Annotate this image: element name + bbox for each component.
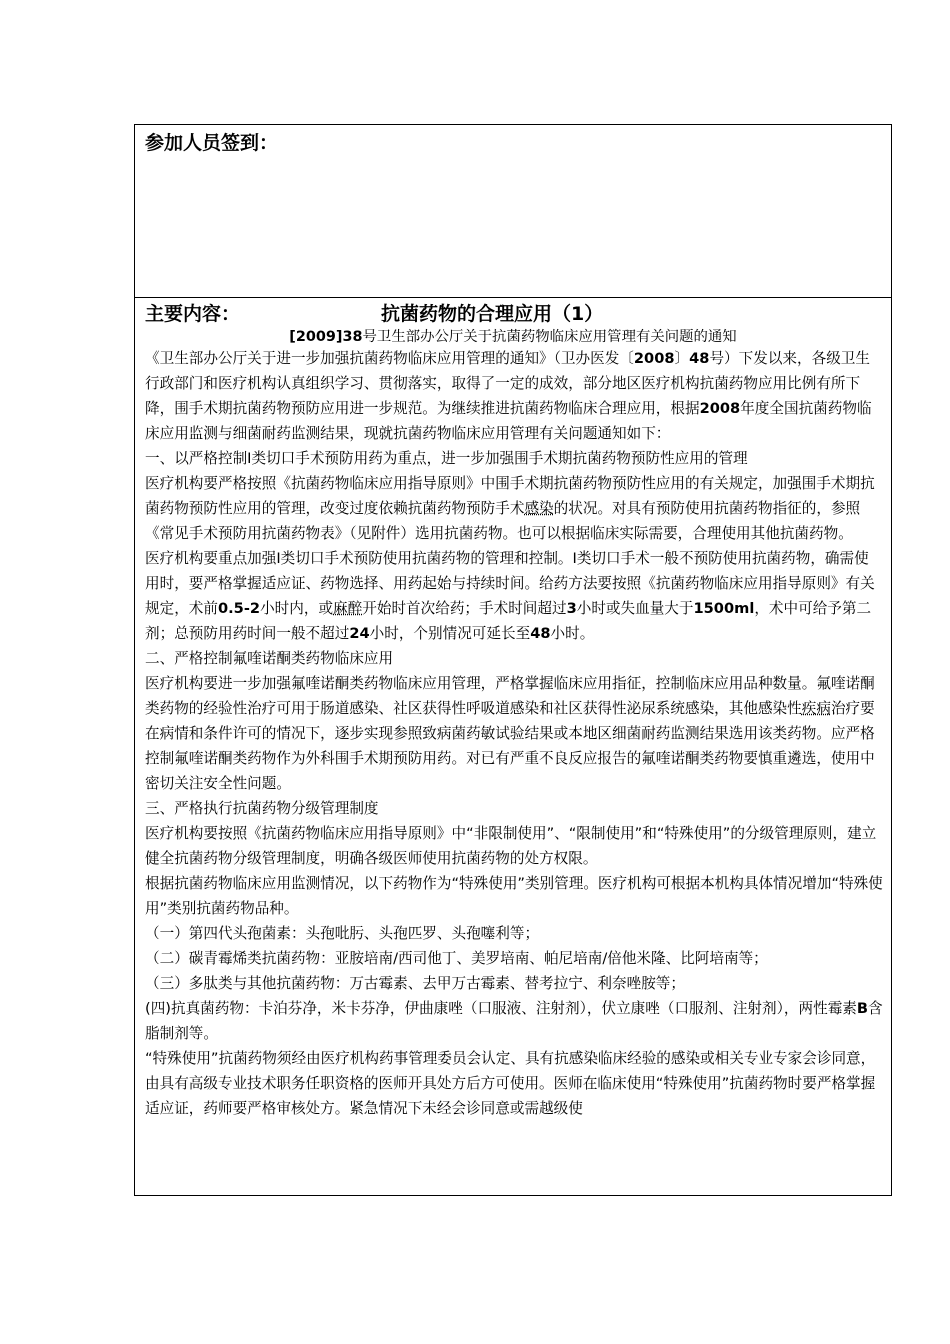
text-run: 〕 (674, 350, 690, 367)
notice-subtitle (135, 325, 891, 346)
paragraph-6: 根据抗菌药物临床应用监测情况，以下药物作为“特殊使用”类别管理。医疗机构可根据本机构具体情况增加“特殊使用”类别抗菌药物品种。 (145, 875, 883, 917)
text-run: 2008 (699, 400, 741, 417)
text-run: 号）下发以来，各级卫生行政部门和医疗机构认真组织学习、贯彻落实，取得了一定的成效，部分地区医疗机构抗菌药物应用比例有所下降，围手术期抗菌药物预防应用进一步规范。为继续推进抗菌药物临床合理应用，根据 (145, 350, 870, 417)
paragraph-4 (145, 671, 883, 796)
text-run: 《卫生部办公厅关于进一步加强抗菌药物临床应用管理的通知》（卫办医发〔 (145, 350, 634, 367)
text-run: 治疗要在病情和条件许可的情况下，逐步实现参照致病菌药敏试验结果或本地区细菌耐药监测结果选用该类药物。应严格控制氟喹诺酮类药物作为外科围手术期预防用药。对已有严重不良反应报告的氟喹诺酮类药物要慎重遴选，使用中密切关注安全性问题。 (145, 700, 875, 792)
paragraph-intro (145, 346, 883, 446)
text-run: B (856, 1000, 869, 1017)
paragraph-3 (145, 546, 883, 646)
text-run: (四)抗真菌药物：卡泊芬净，米卡芬净，伊曲康唑（口服液、注射剂），伏立康唑（口服剂、注射剂），两性霉素 (145, 1000, 857, 1017)
sign-in-label: 参加人员签到： (145, 132, 279, 154)
section-heading-2: 二、严格控制氟喹诺酮类药物临床应用 (145, 650, 394, 667)
main-heading (145, 299, 603, 326)
text-run: 疾病 (801, 700, 831, 717)
text-run: 年度全国抗菌药物临床应用监测与细菌耐药监测结果，现就抗菌药物临床应用管理有关问题通知如下： (145, 400, 872, 442)
paragraph-7: “特殊使用”抗菌药物须经由医疗机构药事管理委员会认定、具有抗感染临床经验的感染或相关专业专家会诊同意，由具有高级专业技术职务任职资格的医师开具处方后方可使用。医师在临床使用“特殊使用”抗菌药物时要严格掌握适应证，药师要严格审核处方。紧急情况下未经会诊同意或需越级使 (145, 1050, 876, 1117)
text-run: 医疗机构要进一步加强氟喹诺酮类药物临床应用管理，严格掌握临床应用指征，控制临床应用品种数量。氟喹诺酮类药物的经验性治疗可用于肠道感染、社区获得性呼吸道感染和社区获得性泌尿系统感染，其他感染性 (145, 675, 875, 717)
topic-title: 抗菌药物的合理应用（1） (381, 303, 604, 325)
text-run: 1500ml (693, 600, 755, 617)
paragraph-2 (145, 471, 883, 546)
text-run: 含脂制剂等。 (145, 1000, 883, 1042)
text-run: 2008 (633, 350, 675, 367)
text-run: 小时，个别情况可延长至 (369, 625, 531, 642)
list-item-4 (145, 996, 883, 1046)
text-run: 小时内，或 (260, 600, 334, 617)
text-run: 小时或失血量大于 (576, 600, 694, 617)
text-run: 开始时首次给药；手术时间超过 (362, 600, 567, 617)
text-run: 麻醉 (333, 600, 363, 617)
text-run: ，术中可给予第二剂；总预防用药时间一般不超过 (145, 600, 872, 642)
list-item: （二）碳青霉烯类抗菌药物：亚胺培南/西司他丁、美罗培南、帕尼培南/倍他米隆、比阿培南等； (145, 950, 768, 967)
list-item: （三）多肽类与其他抗菌药物：万古霉素、去甲万古霉素、替考拉宁、利奈唑胺等； (145, 975, 685, 992)
text-run: 3 (566, 600, 577, 617)
text-run: 24 (349, 625, 370, 642)
sign-in-cell (135, 125, 891, 298)
text-run: 48 (530, 625, 551, 642)
document-table (134, 124, 892, 1196)
text-run: 感染 (524, 500, 554, 517)
section-heading-1: 一、以严格控制Ⅰ类切口手术预防用药为重点，进一步加强围手术期抗菌药物预防性应用的管理 (145, 450, 748, 467)
list-item: （一）第四代头孢菌素：头孢吡肟、头孢匹罗、头孢噻利等； (145, 925, 540, 942)
notice-number: [2009]38 (289, 329, 363, 345)
text-run: 小时。 (550, 625, 595, 642)
section-heading-3: 三、严格执行抗菌药物分级管理制度 (145, 800, 379, 817)
text-run: 医疗机构要重点加强Ⅰ类切口手术预防使用抗菌药物的管理和控制。Ⅰ类切口手术一般不预防使用抗菌药物，确需使用时，要严格掌握适应证、药物选择、用药起始与持续时间。给药方法要按照《抗菌药物临床应用指导原则》有关规定，术前 (145, 550, 875, 617)
text-run: 48 (689, 350, 710, 367)
main-content-cell (135, 298, 891, 1195)
text-run: 医疗机构要严格按照《抗菌药物临床应用指导原则》中围手术期抗菌药物预防性应用的有关规定，加强围手术期抗菌药物预防性应用的管理，改变过度依赖抗菌药物预防手术 (145, 475, 875, 517)
main-content-label: 主要内容： (145, 303, 241, 325)
body-text (145, 346, 883, 1121)
text-run: 0.5-2 (217, 600, 261, 617)
notice-title: 号卫生部办公厅关于抗菌药物临床应用管理有关问题的通知 (362, 329, 737, 345)
text-run: 的状况。对具有预防使用抗菌药物指征的，参照《常见手术预防用抗菌药物表》（见附件）选用抗菌药物。也可以根据临床实际需要，合理使用其他抗菌药物。 (145, 500, 861, 542)
paragraph-5: 医疗机构要按照《抗菌药物临床应用指导原则》中“非限制使用”、“限制使用”和“特殊使用”的分级管理原则，建立健全抗菌药物分级管理制度，明确各级医师使用抗菌药物的处方权限。 (145, 825, 877, 867)
